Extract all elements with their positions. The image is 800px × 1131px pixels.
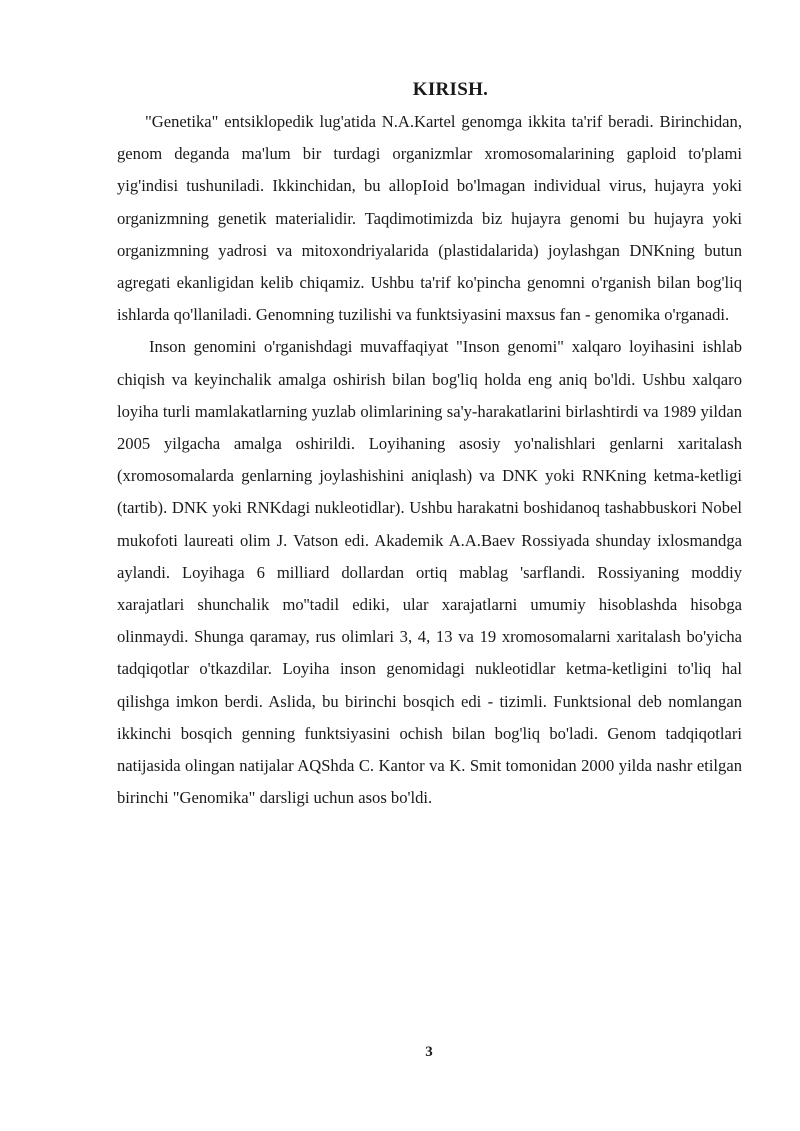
paragraph-human-genome-project: Inson genomini o'rganishdagi muvaffaqiyat "Inson genomi" xalqaro loyihasini ishlab chiqish va keyinchalik amalga oshirish bilan bog'liq holda eng aniq bo'ldi. Ushbu xalqaro loyiha turli mamlakatlarning yuzlab olimlarining sa'y-harakatlarini birlashtirdi va 1989 yildan 2005 yilgacha amalga oshirildi. Loyihaning asosiy yo'nalishlari genlarni xaritalash (xromosomalarda genlarning joylashishini aniqlash) va DNK yoki RNKning ketma-ketligi (tartib). DNK yoki RNKdagi nukleotidlar). Ushbu harakatni boshidanoq tashabbuskori Nobel mukofoti laureati olim J. Vatson edi. Akademik A.A.Baev Rossiyada shunday ixlosmandga aylandi. Loyihaga 6 milliard dollardan ortiq mablag 'sarflandi. Rossiyaning moddiy xarajatlari shunchalik mo''tadil ediki, ular xarajatlarni umumiy hisoblashda hisobga olinmaydi. Shunga qaramay, rus olimlari 3, 4, 13 va 19 xromosomalarni xaritalash bo'yicha tadqiqotlar o'tkazdilar. Loyiha inson genomidagi nukleotidlar ketma-ketligini to'liq hal qilishga imkon berdi. Aslida, bu birinchi bosqich edi - tizimli. Funktsional deb nomlangan ikkinchi bosqich genning funktsiyasini ochish bilan bog'liq bo'ladi. Genom tadqiqotlari natijasida olingan natijalar AQShda C. Kantor va K. Smit tomonidan 2000 yilda nashr etilgan birinchi "Genomika" darsligi uchun asos bo'ldi. xyxy=(117,337,742,808)
page-title: KIRISH. xyxy=(412,79,489,100)
page-number: 3 xyxy=(425,1044,433,1060)
document-page xyxy=(117,76,742,814)
paragraph-genome-definition: "Genetika" entsiklopedik lug'atida N.A.Kartel genomga ikkita ta'rif beradi. Birinchidan, genom deganda ma'lum bir turdagi organizmlar xromosomalarining gaploid to'plami yig'indisi tushuniladi. Ikkinchidan, bu allopIoid bo'lmagan individual virus, hujayra yoki organizmning genetik materialidir. Taqdimotimizda biz hujayra genomi bu hujayra yoki organizmning yadrosi va mitoxondriyalarida (plastidalarida) joylashgan DNKning butun agregati ekanligidan kelib chiqamiz. Ushbu ta'rif ko'pincha genomni o'rganish bilan bog'liq ishlarda qo'llaniladi. Genomning tuzilishi va funktsiyasini maxsus fan - genomika o'rganadi. xyxy=(117,112,742,325)
